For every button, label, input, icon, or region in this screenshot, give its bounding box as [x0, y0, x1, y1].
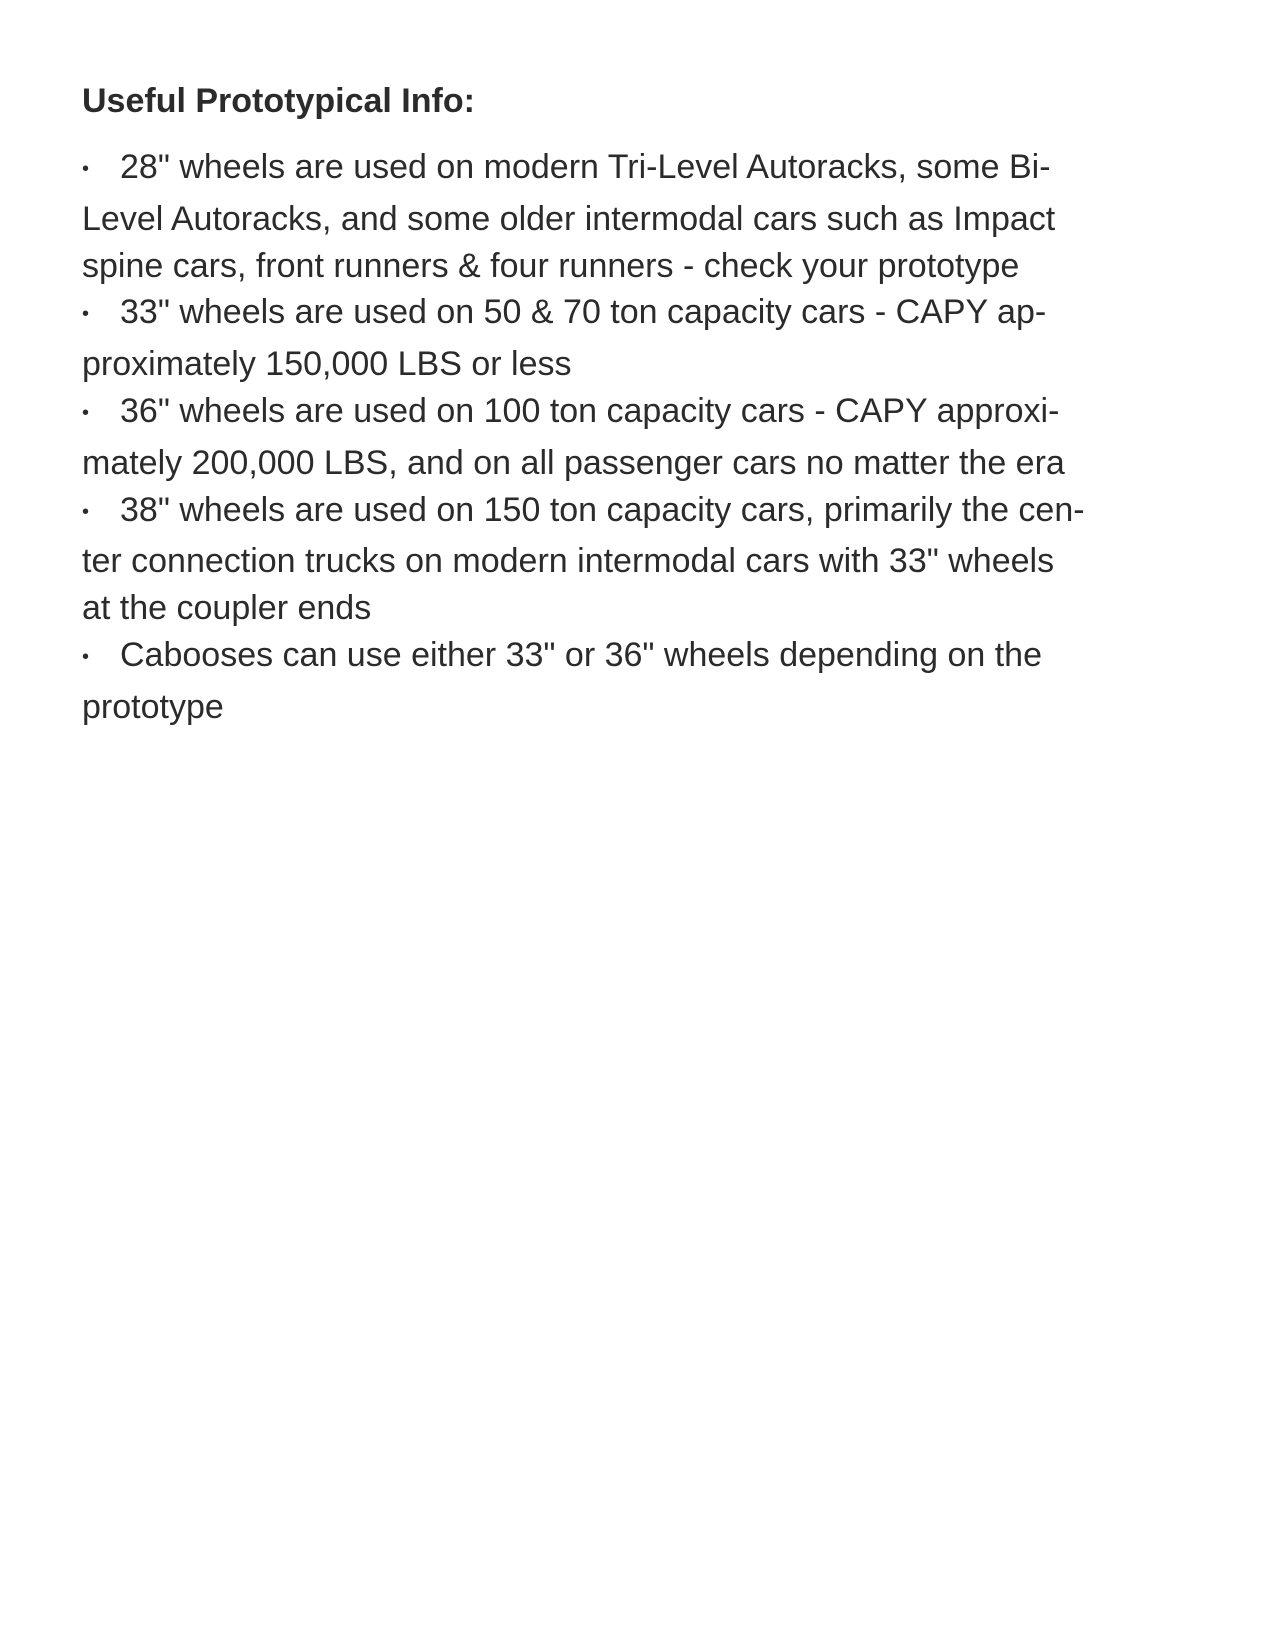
list-item-line: mately 200,000 LBS, and on all passenger cars no matter the era	[82, 443, 1065, 482]
wheel-info-list	[82, 144, 1192, 731]
bullet-icon: •	[82, 303, 90, 326]
list-item-line: Level Autoracks, and some older intermodal cars such as Impact	[82, 199, 1056, 238]
list-item-line: prototype	[82, 687, 224, 726]
list-item-line: • Cabooses can use either 33" or 36" wheels depending on the	[82, 632, 1192, 684]
section-heading: Useful Prototypical Info:	[82, 82, 475, 120]
list-item	[82, 289, 1192, 388]
list-item	[82, 144, 1192, 289]
bullet-icon: •	[82, 401, 90, 424]
list-item	[82, 388, 1192, 487]
list-item-line: at the coupler ends	[82, 589, 372, 628]
list-item	[82, 487, 1192, 632]
bullet-icon: •	[82, 645, 90, 668]
bullet-icon: •	[82, 500, 90, 523]
list-item-line: • 33" wheels are used on 50 & 70 ton capacity cars - CAPY ap-	[82, 289, 1192, 341]
list-item-line: ter connection trucks on modern intermodal cars with 33" wheels	[82, 542, 1055, 581]
list-item-line: • 36" wheels are used on 100 ton capacity cars - CAPY approxi-	[82, 388, 1192, 440]
list-item-line: proximately 150,000 LBS or less	[82, 345, 572, 384]
list-item-line: spine cars, front runners & four runners - check your prototype	[82, 246, 1020, 285]
document-page	[82, 78, 1192, 731]
list-item-line: • 38" wheels are used on 150 ton capacity cars, primarily the cen-	[82, 487, 1192, 539]
list-item-line: • 28" wheels are used on modern Tri-Level Autoracks, some Bi-	[82, 144, 1192, 196]
list-item	[82, 632, 1192, 731]
bullet-icon: •	[82, 158, 90, 180]
